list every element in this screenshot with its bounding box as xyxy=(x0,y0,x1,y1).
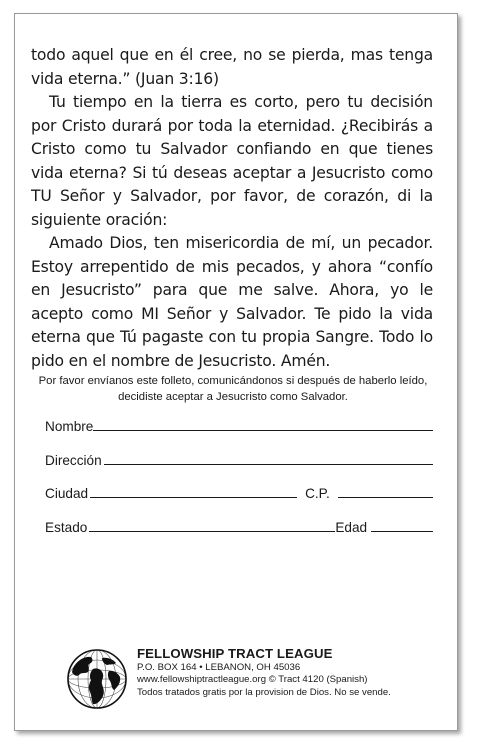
ciudad-row[interactable] xyxy=(45,481,433,501)
body-paragraph-verse: todo aquel que en él cree, no se pierda, mas tenga vida eterna.” (Juan 3:16) xyxy=(31,46,433,88)
direccion-field[interactable] xyxy=(104,463,433,465)
edad-label: Edad xyxy=(335,520,368,535)
cp-field[interactable] xyxy=(338,496,433,498)
tract-body xyxy=(31,44,433,373)
free-distribution-note: Todos tratados gratis por la provision de Dios. No se vende. xyxy=(137,686,391,698)
direccion-label: Dirección xyxy=(45,453,102,468)
footer-text xyxy=(137,645,437,699)
estado-label: Estado xyxy=(45,520,88,535)
globe-icon xyxy=(67,649,127,709)
postal-address: P.O. BOX 164 • LEBANON, OH 45036 xyxy=(137,662,301,673)
cp-label: C.P. xyxy=(305,486,330,501)
ciudad-label: Ciudad xyxy=(45,486,89,501)
organization-name: FELLOWSHIP TRACT LEAGUE xyxy=(137,646,333,661)
website-and-tract-number: www.fellowshiptractleague.org © Tract 4120 (Spanish) xyxy=(137,674,368,686)
mail-back-notice: Por favor envíanos este folleto, comunicándonos si después de haberlo leído, decidiste aceptar a Jesucristo como Salvador. xyxy=(38,375,428,403)
edad-field[interactable] xyxy=(371,530,433,532)
estado-field[interactable] xyxy=(89,530,335,532)
nombre-row[interactable] xyxy=(45,414,433,434)
nombre-field[interactable] xyxy=(93,429,433,431)
direccion-row[interactable] xyxy=(45,448,433,468)
body-paragraph-prayer: Amado Dios, ten misericordia de mí, un pecador. Estoy arrepentido de mis pecados, y ahora “confío en Jesucristo” para que me salve. Ahora, yo le acepto como MI Señor y Salvador. Te pido la vida eterna que Tú pagaste con tu propia Sangre. Todo lo pido en el nombre de Jesucristo. Amén. xyxy=(31,234,433,370)
ciudad-field[interactable] xyxy=(90,496,297,498)
body-paragraph-invitation: Tu tiempo en la tierra es corto, pero tu decisión por Cristo durará por toda la eternidad. ¿Recibirás a Cristo como tu Salvador confiando en que tienes vida eterna? Si tú deseas aceptar a Jesucristo como TU Señor y Salvador, por favor, de corazón, di la siguiente oración: xyxy=(31,93,433,229)
nombre-label: Nombre xyxy=(45,419,94,434)
estado-row[interactable] xyxy=(45,515,433,535)
